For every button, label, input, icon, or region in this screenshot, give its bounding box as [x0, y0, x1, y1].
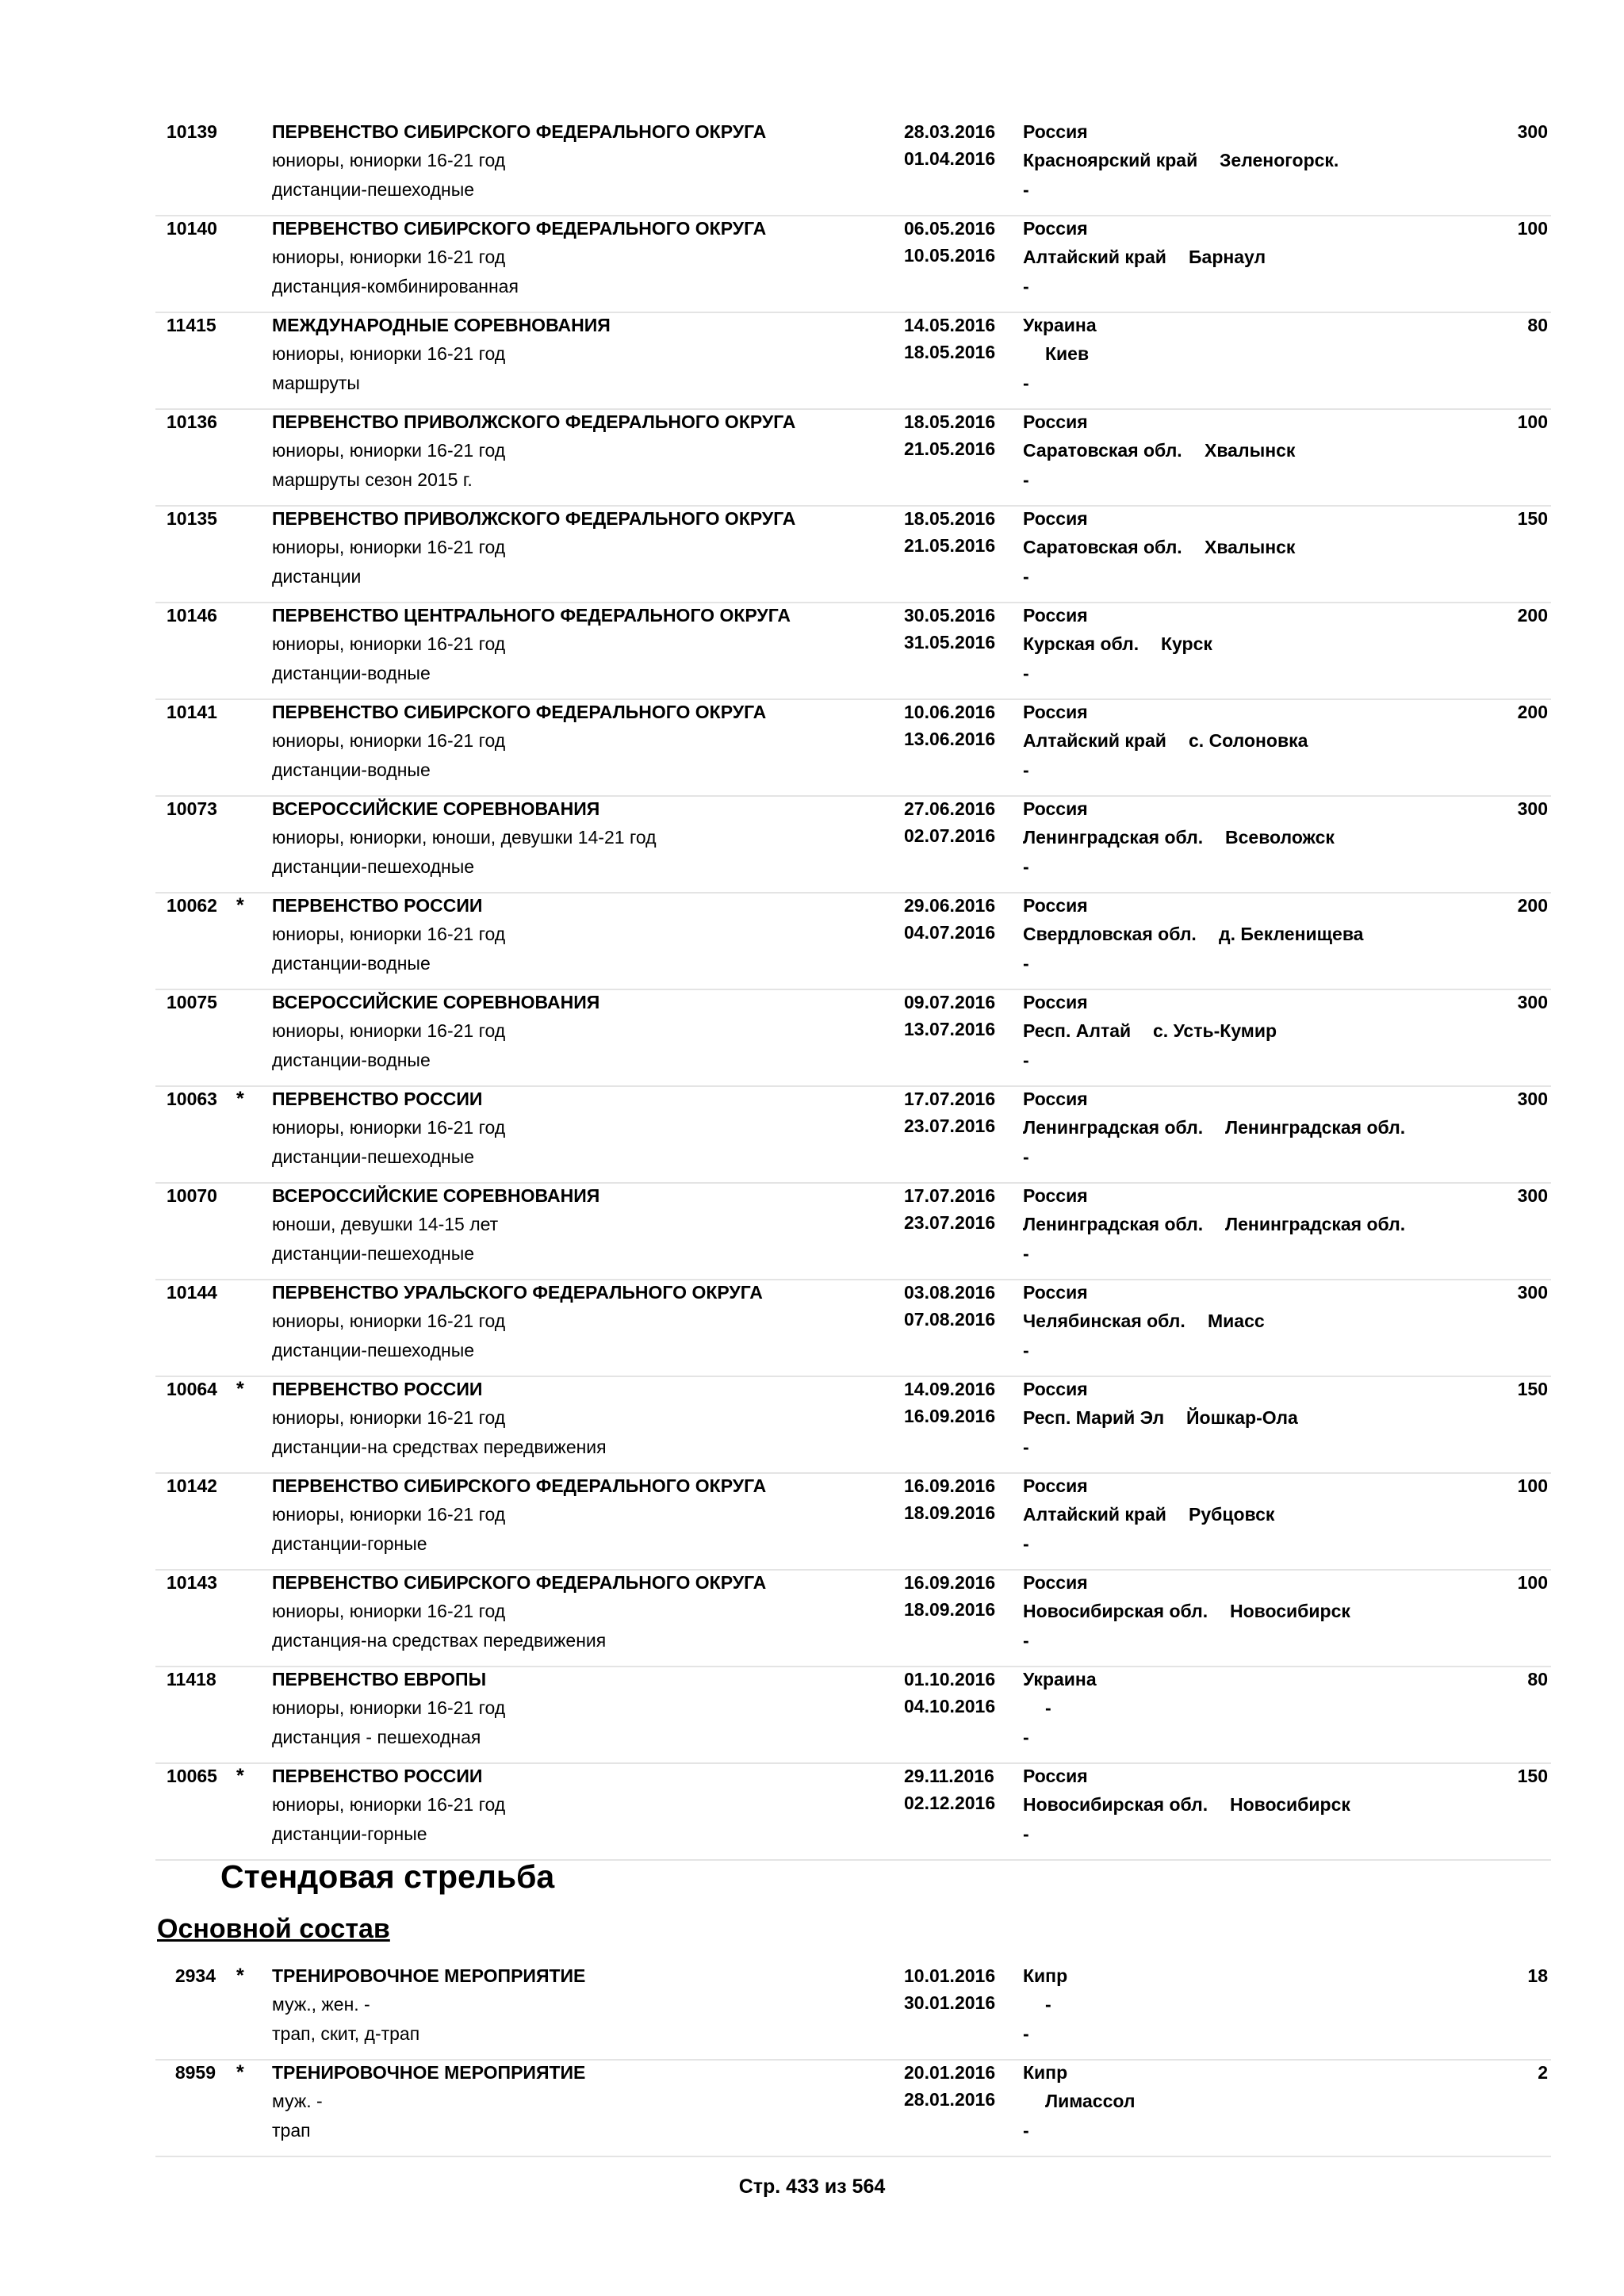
event-id: 11415: [167, 315, 216, 335]
event-city: Курск: [1161, 633, 1212, 654]
event-participants: юниоры, юниорки 16-21 год: [272, 1794, 506, 1815]
event-region: Ленинградская обл.: [1023, 827, 1204, 848]
event-participant-count: 200: [1517, 702, 1548, 722]
event-dash: -: [1023, 179, 1029, 200]
event-discipline: дистанции-водные: [272, 953, 431, 974]
event-name: ПЕРВЕНСТВО УРАЛЬСКОГО ФЕДЕРАЛЬНОГО ОКРУГА: [272, 1282, 763, 1303]
event-region: Красноярский край: [1023, 150, 1198, 170]
event-date-start: 17.07.2016: [904, 1089, 996, 1109]
event-marker: *: [236, 1765, 244, 1787]
event-participants: юниоры, юниорки 16-21 год: [272, 1020, 506, 1041]
event-date-start: 10.01.2016: [904, 1965, 996, 1986]
event-discipline: маршруты сезон 2015 г.: [272, 469, 473, 490]
event-marker: *: [236, 1965, 244, 1987]
event-city: Йошкар-Ола: [1186, 1407, 1298, 1428]
event-name: ПЕРВЕНСТВО СИБИРСКОГО ФЕДЕРАЛЬНОГО ОКРУГА: [272, 121, 767, 142]
event-date-start: 01.10.2016: [904, 1669, 996, 1689]
event-date-end: 02.12.2016: [904, 1793, 996, 1813]
event-marker: *: [236, 2061, 244, 2084]
event-region: Челябинская обл.: [1023, 1311, 1185, 1331]
event-city: Хвалынск: [1205, 537, 1296, 557]
event-entry: [155, 991, 1551, 1087]
event-discipline: дистанции-горные: [272, 1533, 427, 1554]
event-city: Ленинградская обл.: [1225, 1117, 1406, 1138]
event-discipline: дистанции-на средствах передвижения: [272, 1437, 607, 1457]
event-dash: -: [1023, 856, 1029, 877]
event-dash: -: [1023, 663, 1029, 683]
event-date-end: 07.08.2016: [904, 1309, 996, 1330]
event-region: Саратовская обл.: [1023, 440, 1182, 461]
event-date-end: 18.05.2016: [904, 342, 996, 362]
event-entry: [155, 1378, 1551, 1474]
event-id: 10064: [167, 1379, 217, 1399]
event-participants: юниоры, юниорки 16-21 год: [272, 1117, 506, 1138]
event-participants: юниоры, юниорки 16-21 год: [272, 440, 506, 461]
event-participants: юниоры, юниорки 16-21 год: [272, 730, 506, 751]
event-name: ПЕРВЕНСТВО ЦЕНТРАЛЬНОГО ФЕДЕРАЛЬНОГО ОКРУГА: [272, 605, 791, 626]
event-participant-count: 300: [1517, 992, 1548, 1012]
event-name: ПЕРВЕНСТВО СИБИРСКОГО ФЕДЕРАЛЬНОГО ОКРУГА: [272, 702, 767, 722]
event-date-end: 10.05.2016: [904, 245, 996, 266]
event-name: ВСЕРОССИЙСКИЕ СОРЕВНОВАНИЯ: [272, 798, 600, 819]
event-id: 10136: [167, 411, 217, 432]
event-dash: -: [1023, 1243, 1029, 1264]
event-discipline: дистанция-комбинированная: [272, 276, 519, 297]
event-participants: юниоры, юниорки 16-21 год: [272, 1697, 506, 1718]
event-country: Россия: [1023, 1282, 1088, 1303]
event-participants: юниоры, юниорки 16-21 год: [272, 1311, 506, 1331]
event-city: Новосибирск: [1230, 1794, 1350, 1815]
event-name: ВСЕРОССИЙСКИЕ СОРЕВНОВАНИЯ: [272, 1185, 600, 1206]
event-name: ПЕРВЕНСТВО РОССИИ: [272, 1089, 483, 1109]
event-discipline: маршруты: [272, 373, 360, 393]
event-country: Россия: [1023, 605, 1088, 626]
event-region: Алтайский край: [1023, 247, 1166, 267]
event-region: Ленинградская обл.: [1023, 1117, 1204, 1138]
event-participants: юниоры, юниорки 16-21 год: [272, 1407, 506, 1428]
event-date-start: 17.07.2016: [904, 1185, 996, 1206]
event-id: 10141: [167, 702, 217, 722]
event-region: Саратовская обл.: [1023, 537, 1182, 557]
event-discipline: дистанции-водные: [272, 760, 431, 780]
event-country: Украина: [1023, 315, 1097, 335]
event-city: -: [1045, 1697, 1051, 1718]
event-country: Россия: [1023, 1089, 1088, 1109]
event-discipline: дистанции: [272, 566, 362, 587]
event-country: Россия: [1023, 895, 1088, 916]
event-marker: *: [236, 1088, 244, 1110]
event-dash: -: [1023, 1630, 1029, 1651]
event-name: ПЕРВЕНСТВО РОССИИ: [272, 1379, 483, 1399]
event-id: 8959: [174, 2062, 216, 2083]
event-discipline: дистанции-пешеходные: [272, 1340, 475, 1360]
event-dash: -: [1023, 953, 1029, 974]
event-dash: -: [1023, 2120, 1029, 2141]
event-dash: -: [1023, 1340, 1029, 1360]
event-marker: *: [236, 894, 244, 916]
event-country: Россия: [1023, 1185, 1088, 1206]
event-city: Зеленогорск.: [1220, 150, 1339, 170]
event-name: ТРЕНИРОВОЧНОЕ МЕРОПРИЯТИЕ: [272, 2062, 586, 2083]
event-id: 10063: [167, 1089, 217, 1109]
event-discipline: трап: [272, 2120, 311, 2141]
event-city: с. Солоновка: [1189, 730, 1308, 751]
event-date-start: 18.05.2016: [904, 411, 996, 432]
event-entry: [155, 507, 1551, 603]
event-country: Россия: [1023, 508, 1088, 529]
event-date-end: 16.09.2016: [904, 1406, 996, 1426]
event-country: Россия: [1023, 1766, 1088, 1786]
event-id: 10143: [167, 1572, 217, 1593]
event-date-end: 23.07.2016: [904, 1115, 996, 1136]
event-id: 10062: [167, 895, 217, 916]
event-participant-count: 300: [1517, 1282, 1548, 1303]
event-date-end: 13.07.2016: [904, 1019, 996, 1039]
event-entry: [155, 1765, 1551, 1861]
event-date-end: 18.09.2016: [904, 1599, 996, 1620]
event-participant-count: 300: [1517, 798, 1548, 819]
event-participant-count: 100: [1517, 218, 1548, 239]
event-region: Алтайский край: [1023, 730, 1166, 751]
event-participant-count: 150: [1517, 1379, 1548, 1399]
event-entry: [155, 1184, 1551, 1280]
event-region: Ленинградская обл.: [1023, 1214, 1204, 1234]
event-discipline: дистанции-горные: [272, 1823, 427, 1844]
event-city: -: [1045, 1994, 1051, 2015]
page-footer: Стр. 433 из 564: [738, 2175, 886, 2198]
event-name: ПЕРВЕНСТВО СИБИРСКОГО ФЕДЕРАЛЬНОГО ОКРУГА: [272, 218, 767, 239]
event-entry: [155, 798, 1551, 894]
event-entry: [155, 701, 1551, 797]
event-region: Алтайский край: [1023, 1504, 1166, 1525]
event-participant-count: 100: [1517, 1572, 1548, 1593]
event-dash: -: [1023, 373, 1029, 393]
event-id: 10065: [167, 1766, 217, 1786]
event-participants: юниоры, юниорки 16-21 год: [272, 924, 506, 944]
event-entry: [155, 314, 1551, 410]
event-entry: [155, 217, 1551, 313]
event-date-start: 09.07.2016: [904, 992, 996, 1012]
event-city: Барнаул: [1189, 247, 1266, 267]
event-id: 10070: [167, 1185, 217, 1206]
event-date-start: 16.09.2016: [904, 1572, 996, 1593]
event-id: 2934: [174, 1965, 216, 1986]
event-dash: -: [1023, 276, 1029, 297]
event-name: ТРЕНИРОВОЧНОЕ МЕРОПРИЯТИЕ: [272, 1965, 586, 1986]
event-date-start: 14.05.2016: [904, 315, 996, 335]
event-participant-count: 150: [1517, 1766, 1548, 1786]
event-date-end: 23.07.2016: [904, 1212, 996, 1233]
event-city: Лимассол: [1045, 2091, 1136, 2111]
event-city: Всеволожск: [1225, 827, 1335, 848]
event-date-end: 30.01.2016: [904, 1992, 996, 2013]
event-id: 10140: [167, 218, 217, 239]
event-participants: юниоры, юниорки 16-21 год: [272, 247, 506, 267]
event-dash: -: [1023, 760, 1029, 780]
event-dash: -: [1023, 1050, 1029, 1070]
event-participant-count: 100: [1517, 1475, 1548, 1496]
event-entry: [155, 1281, 1551, 1377]
event-date-start: 28.03.2016: [904, 121, 996, 142]
event-discipline: дистанции-пешеходные: [272, 179, 475, 200]
section-title: Стендовая стрельба: [220, 1858, 555, 1895]
event-date-start: 20.01.2016: [904, 2062, 996, 2083]
event-country: Россия: [1023, 798, 1088, 819]
event-city: Новосибирск: [1230, 1601, 1350, 1621]
event-dash: -: [1023, 1437, 1029, 1457]
event-participants: юниоры, юниорки 16-21 год: [272, 343, 506, 364]
event-dash: -: [1023, 2023, 1029, 2044]
event-entry: [155, 604, 1551, 700]
event-city: Миасс: [1208, 1311, 1265, 1331]
event-participants: юниоры, юниорки 16-21 год: [272, 150, 506, 170]
event-city: д. Бекленищева: [1219, 924, 1364, 944]
event-discipline: дистанция - пешеходная: [272, 1727, 481, 1747]
event-name: МЕЖДУНАРОДНЫЕ СОРЕВНОВАНИЯ: [272, 315, 611, 335]
event-name: ПЕРВЕНСТВО СИБИРСКОГО ФЕДЕРАЛЬНОГО ОКРУГА: [272, 1572, 767, 1593]
event-name: ПЕРВЕНСТВО ПРИВОЛЖСКОГО ФЕДЕРАЛЬНОГО ОКРУГА: [272, 411, 796, 432]
event-participant-count: 150: [1517, 508, 1548, 529]
event-name: ПЕРВЕНСТВО РОССИИ: [272, 1766, 483, 1786]
event-dash: -: [1023, 566, 1029, 587]
event-discipline: дистанции-водные: [272, 663, 431, 683]
event-date-end: 21.05.2016: [904, 438, 996, 459]
event-date-start: 16.09.2016: [904, 1475, 996, 1496]
event-dash: -: [1023, 1727, 1029, 1747]
event-participants: юниоры, юниорки 16-21 год: [272, 633, 506, 654]
event-dash: -: [1023, 1823, 1029, 1844]
event-discipline: трап, скит, д-трап: [272, 2023, 420, 2044]
event-participant-count: 18: [1527, 1965, 1548, 1986]
event-participants: муж., жен. -: [272, 1994, 370, 2015]
event-participants: юноши, девушки 14-15 лет: [272, 1214, 499, 1234]
event-city: Хвалынск: [1205, 440, 1296, 461]
event-country: Россия: [1023, 121, 1088, 142]
event-date-end: 21.05.2016: [904, 535, 996, 556]
event-entry: [155, 1668, 1551, 1764]
event-id: 10075: [167, 992, 217, 1012]
event-id: 10073: [167, 798, 217, 819]
event-date-start: 30.05.2016: [904, 605, 996, 626]
event-discipline: дистанции-пешеходные: [272, 856, 475, 877]
event-dash: -: [1023, 1146, 1029, 1167]
event-participant-count: 200: [1517, 605, 1548, 626]
event-entry: [155, 1475, 1551, 1571]
event-id: 11418: [167, 1669, 216, 1689]
event-country: Россия: [1023, 411, 1088, 432]
event-name: ПЕРВЕНСТВО ПРИВОЛЖСКОГО ФЕДЕРАЛЬНОГО ОКРУГА: [272, 508, 796, 529]
event-name: ПЕРВЕНСТВО ЕВРОПЫ: [272, 1669, 487, 1689]
event-id: 10139: [167, 121, 217, 142]
event-discipline: дистанции-пешеходные: [272, 1146, 475, 1167]
event-date-start: 29.06.2016: [904, 895, 996, 916]
event-date-end: 04.10.2016: [904, 1696, 996, 1716]
event-marker: *: [236, 1378, 244, 1400]
event-date-end: 01.04.2016: [904, 148, 996, 169]
event-participants: юниоры, юниорки 16-21 год: [272, 1601, 506, 1621]
event-entry: [155, 121, 1551, 216]
event-country: Россия: [1023, 1572, 1088, 1593]
event-id: 10142: [167, 1475, 217, 1496]
event-city: с. Усть-Кумир: [1153, 1020, 1277, 1041]
event-date-end: 31.05.2016: [904, 632, 996, 652]
event-entry: [155, 1571, 1551, 1667]
event-date-end: 02.07.2016: [904, 825, 996, 846]
event-dash: -: [1023, 469, 1029, 490]
event-date-start: 29.11.2016: [904, 1766, 994, 1786]
event-date-start: 03.08.2016: [904, 1282, 996, 1303]
event-country: Россия: [1023, 992, 1088, 1012]
event-region: Курская обл.: [1023, 633, 1139, 654]
event-city: Ленинградская обл.: [1225, 1214, 1406, 1234]
event-date-start: 06.05.2016: [904, 218, 996, 239]
event-region: Свердловская обл.: [1023, 924, 1197, 944]
event-date-end: 28.01.2016: [904, 2089, 996, 2110]
event-date-end: 04.07.2016: [904, 922, 996, 943]
event-name: ВСЕРОССИЙСКИЕ СОРЕВНОВАНИЯ: [272, 992, 600, 1012]
event-date-end: 13.06.2016: [904, 729, 996, 749]
event-participant-count: 80: [1527, 315, 1548, 335]
event-date-start: 14.09.2016: [904, 1379, 996, 1399]
event-city: Рубцовск: [1189, 1504, 1275, 1525]
event-date-start: 27.06.2016: [904, 798, 996, 819]
event-date-end: 18.09.2016: [904, 1502, 996, 1523]
event-region: Респ. Марий Эл: [1023, 1407, 1165, 1428]
event-participant-count: 100: [1517, 411, 1548, 432]
event-id: 10144: [167, 1282, 217, 1303]
event-country: Россия: [1023, 1379, 1088, 1399]
event-entry: [155, 411, 1551, 507]
event-participants: юниоры, юниорки 16-21 год: [272, 1504, 506, 1525]
event-entry: [155, 894, 1551, 990]
event-region: Новосибирская обл.: [1023, 1794, 1208, 1815]
event-participants: юниоры, юниорки 16-21 год: [272, 537, 506, 557]
event-city: Киев: [1045, 343, 1090, 364]
event-region: Респ. Алтай: [1023, 1020, 1132, 1041]
event-date-start: 18.05.2016: [904, 508, 996, 529]
event-country: Кипр: [1023, 1965, 1068, 1986]
event-country: Кипр: [1023, 2062, 1068, 2083]
event-id: 10135: [167, 508, 217, 529]
event-region: Новосибирская обл.: [1023, 1601, 1208, 1621]
event-discipline: дистанции-водные: [272, 1050, 431, 1070]
event-country: Украина: [1023, 1669, 1097, 1689]
event-participant-count: 300: [1517, 1185, 1548, 1206]
event-participant-count: 80: [1527, 1669, 1548, 1689]
event-name: ПЕРВЕНСТВО РОССИИ: [272, 895, 483, 916]
event-participant-count: 2: [1538, 2062, 1548, 2083]
event-participants: юниоры, юниорки, юноши, девушки 14-21 год: [272, 827, 657, 848]
event-participants: муж. -: [272, 2091, 323, 2111]
event-participant-count: 300: [1517, 121, 1548, 142]
event-entry: [155, 1088, 1551, 1184]
event-id: 10146: [167, 605, 217, 626]
event-country: Россия: [1023, 218, 1088, 239]
event-name: ПЕРВЕНСТВО СИБИРСКОГО ФЕДЕРАЛЬНОГО ОКРУГА: [272, 1475, 767, 1496]
event-participant-count: 200: [1517, 895, 1548, 916]
event-participant-count: 300: [1517, 1089, 1548, 1109]
event-country: Россия: [1023, 702, 1088, 722]
event-entry: [155, 1965, 1551, 2061]
event-date-start: 10.06.2016: [904, 702, 996, 722]
event-discipline: дистанции-пешеходные: [272, 1243, 475, 1264]
event-country: Россия: [1023, 1475, 1088, 1496]
event-entry: [155, 2061, 1551, 2157]
event-dash: -: [1023, 1533, 1029, 1554]
section-subtitle: Основной состав: [157, 1914, 390, 1944]
event-discipline: дистанция-на средствах передвижения: [272, 1630, 607, 1651]
